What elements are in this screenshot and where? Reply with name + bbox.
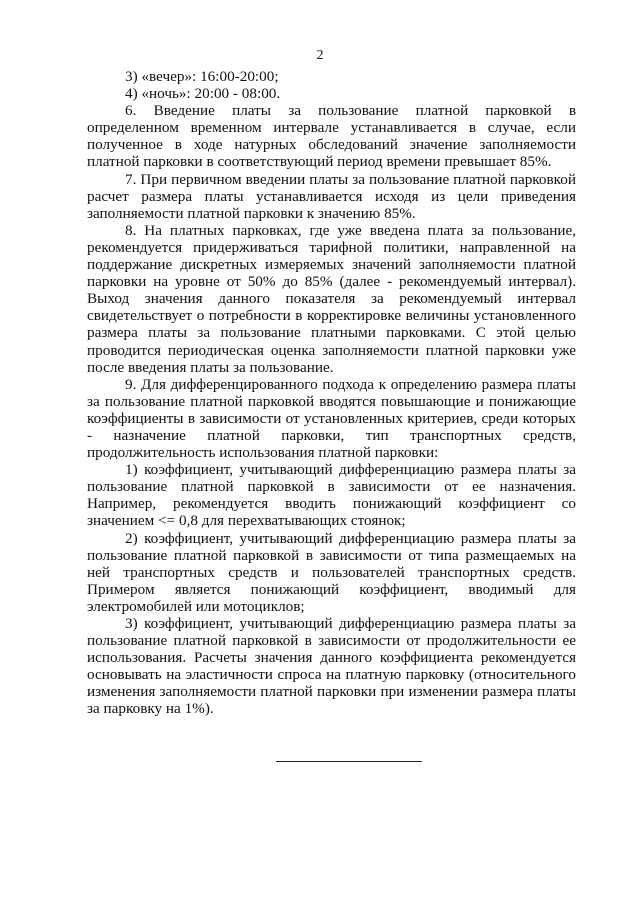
end-separator-line: [276, 761, 422, 762]
coefficient-item-2: 2) коэффициент, учитывающий дифференциацию размера платы за пользование платной парковкой в зависимости от типа размещаемых на ней транспортных средств и пользователей транспортных средств. Примером является понижающий коэффициент, вводимый для электромобилей или мотоциклов;: [87, 529, 576, 615]
page-number: 2: [316, 48, 324, 63]
coefficient-item-1: 1) коэффициент, учитывающий дифференциацию размера платы за пользование платной парковкой в зависимости от ее назначения. Например, рекомендуется вводить понижающий коэффициент со значением <= 0,8 для перехватывающих стоянок;: [87, 461, 576, 530]
document-body: [87, 68, 576, 718]
paragraph-6: 6. Введение платы за пользование платной парковкой в определенном временном интервале устанавливается в случае, если полученное в ходе натурных обследований значение заполняемости платной парковки в соответствующий период времени превышает 85%.: [87, 102, 576, 171]
paragraph-evening-period: 3) «вечер»: 16:00-20:00;: [125, 68, 279, 85]
paragraph-8: 8. На платных парковках, где уже введена плата за пользование, рекомендуется придерживаться тарифной политики, направленной на поддержание дискретных измеряемых значений заполняемости платной парковки на уровне от 50% до 85% (далее - рекомендуемый интервал). Выход значения данного показателя за рекомендуемый интервал свидетельствует о потребности в корректировке величины установленного размера платы за пользование платными парковками. С этой целью проводится периодическая оценка заполняемости платной парковки уже после введения платы за пользование.: [87, 221, 576, 376]
paragraph-night-period: 4) «ночь»: 20:00 - 08:00.: [125, 85, 281, 103]
coefficient-item-3: 3) коэффициент, учитывающий дифференциацию размера платы за пользование платной парковкой в зависимости от продолжительности ее использования. Расчеты значения данного коэффициента рекомендуется основывать на эластичности спроса на платную парковку (относительного изменения заполняемости платной парковки при изменении размера платы за парковку на 1%).: [87, 615, 576, 718]
paragraph-7: 7. При первичном введении платы за пользование платной парковкой расчет размера платы устанавливается исходя из цели приведения заполняемости платной парковки к значению 85%.: [87, 170, 576, 222]
paragraph-9: 9. Для дифференцированного подхода к определению размера платы за пользование платной парковкой вводятся повышающие и понижающие коэффициенты в зависимости от установленных критериев, среди которых - назначение платной парковки, тип транспортных средств, продолжительность использования платной парковки:: [87, 375, 576, 462]
